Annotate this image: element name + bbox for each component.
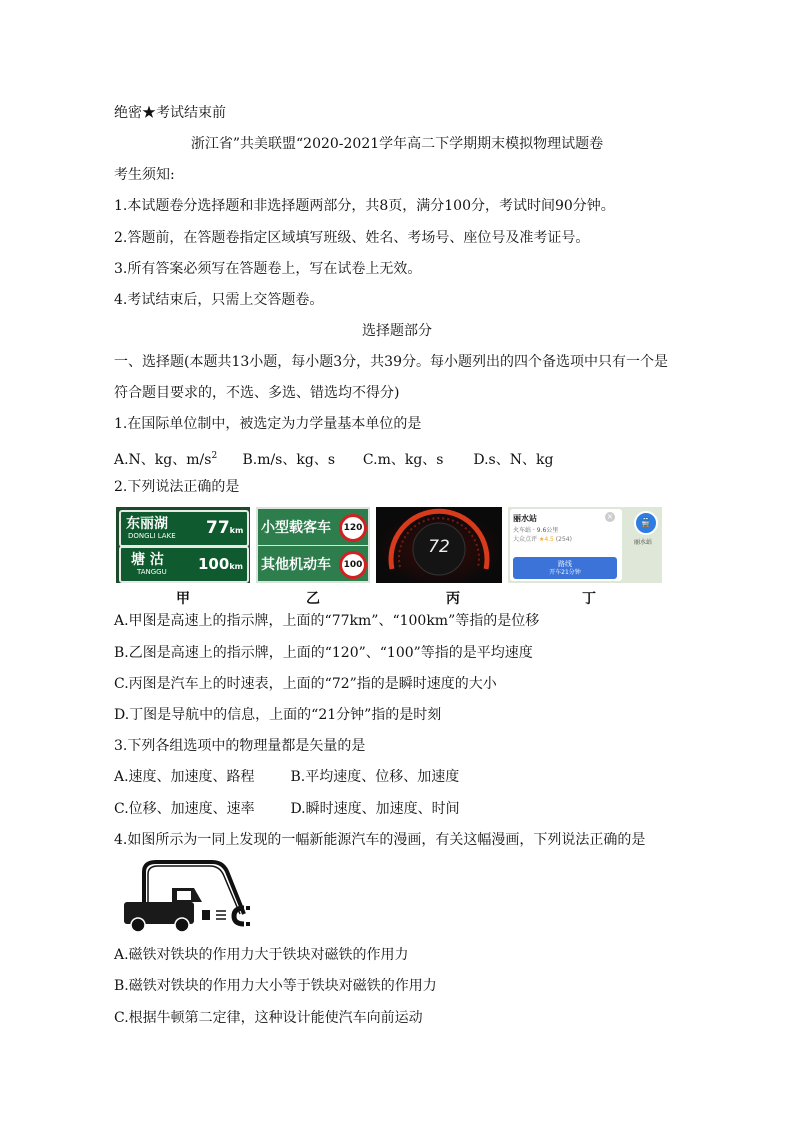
- q3-option-d: D.瞬时速度、加速度、时间: [290, 801, 460, 817]
- q3-options-row1: [114, 767, 459, 787]
- q4-option-b: B.磁铁对铁块的作用力大小等于铁块对磁铁的作用力: [114, 978, 437, 994]
- route-button: 路线 开车21分钟: [513, 557, 617, 579]
- sign-top-distance: 77km: [206, 518, 244, 538]
- nav-close-icon: ×: [606, 512, 614, 521]
- page-title: 浙江省”共美联盟“2020-2021学年高二下学期期末模拟物理试题卷: [190, 136, 604, 152]
- map-pin-icon: 🚆: [634, 511, 658, 535]
- q3-option-b: B.平均速度、位移、加速度: [290, 769, 460, 785]
- notice-item: 1.本试题卷分选择题和非选择题两部分，共8页，满分100分，考试时间90分钟。: [114, 198, 615, 214]
- notice-item: 4.考试结束后，只需上交答题卷。: [114, 292, 324, 308]
- magnet-car-cartoon-icon: [116, 858, 256, 934]
- caption-ding: 丁: [582, 591, 596, 607]
- caption-jia: 甲: [176, 591, 190, 607]
- speed-sign-row2: 其他机动车: [261, 557, 331, 573]
- speed-limit-120: 120: [339, 514, 367, 542]
- sign-bottom-distance: 100km: [198, 555, 243, 573]
- nav-rating: 大众点评 ★4.5 (254): [513, 536, 572, 543]
- speed-limit-sign-image: [256, 507, 370, 583]
- navigation-image: [508, 507, 662, 583]
- header-secret: 绝密★考试结束前: [114, 105, 226, 121]
- q1-stem: 1.在国际单位制中，被选定为力学量基本单位的是: [114, 416, 422, 432]
- q4-option-a: A.磁铁对铁块的作用力大于铁块对磁铁的作用力: [114, 947, 409, 963]
- q4-option-c: C.根据牛顿第二定律，这种设计能使汽车向前运动: [114, 1010, 423, 1026]
- sign-top-english: DONGLI LAKE: [128, 532, 176, 540]
- sign-top-chinese: 东丽湖: [126, 516, 168, 532]
- q2-option-d: D.丁图是导航中的信息，上面的“21分钟”指的是时刻: [114, 707, 442, 723]
- q3-option-a: A.速度、加速度、路程: [114, 769, 255, 785]
- q2-stem: 2.下列说法正确的是: [114, 479, 240, 495]
- notice-heading: 考生须知:: [114, 167, 175, 183]
- q3-option-c: C.位移、加速度、速率: [114, 801, 255, 817]
- sign-bottom-english: TANGGU: [137, 568, 167, 576]
- q2-option-b: B.乙图是高速上的指示牌，上面的“120”、“100”等指的是平均速度: [114, 645, 533, 661]
- q1-option-a: A.N、kg、$m/s^2$: [114, 451, 218, 468]
- nav-title: 丽水站: [513, 514, 537, 523]
- notice-item: 3.所有答案必须写在答题卷上，写在试卷上无效。: [114, 261, 422, 277]
- section-title: 选择题部分: [362, 323, 432, 339]
- caption-bing: 丙: [446, 591, 460, 607]
- q3-options-row2: [114, 799, 460, 819]
- speedometer-image: [376, 507, 502, 583]
- nav-subtitle: 火车站 · 9.6公里: [513, 527, 559, 534]
- q2-option-a: A.甲图是高速上的指示牌，上面的“77km”、“100km”等指的是位移: [114, 613, 540, 629]
- sign-bottom-chinese: 塘 沽: [131, 552, 164, 568]
- q1-option-d: D.s、N、kg: [473, 451, 554, 468]
- section-intro: 一、选择题(本题共13小题，每小题3分，共39分。每小题列出的四个备选项中只有一个是: [114, 354, 668, 370]
- q1-option-b: B.m/s、kg、s: [242, 451, 335, 468]
- q1-options: [114, 446, 553, 470]
- q4-stem: 4.如图所示为一同上发现的一幅新能源汽车的漫画，有关这幅漫画，下列说法正确的是: [114, 832, 646, 848]
- speed-sign-row1: 小型载客车: [261, 520, 331, 536]
- speed-limit-100: 100: [339, 551, 367, 579]
- notice-item: 2.答题前，在答题卷指定区域填写班级、姓名、考场号、座位号及准考证号。: [114, 230, 590, 246]
- caption-yi: 乙: [306, 591, 320, 607]
- section-intro: 符合题目要求的，不选、多选、错选均不得分): [114, 385, 400, 401]
- q3-stem: 3.下列各组选项中的物理量都是矢量的是: [114, 738, 366, 754]
- speedometer-value: 72: [428, 537, 450, 557]
- map-label: 丽水站: [634, 539, 653, 546]
- q2-option-c: C.丙图是汽车上的时速表，上面的“72”指的是瞬时速度的大小: [114, 676, 497, 692]
- q1-option-c: C.m、kg、s: [362, 451, 444, 468]
- highway-sign-image: [116, 507, 250, 583]
